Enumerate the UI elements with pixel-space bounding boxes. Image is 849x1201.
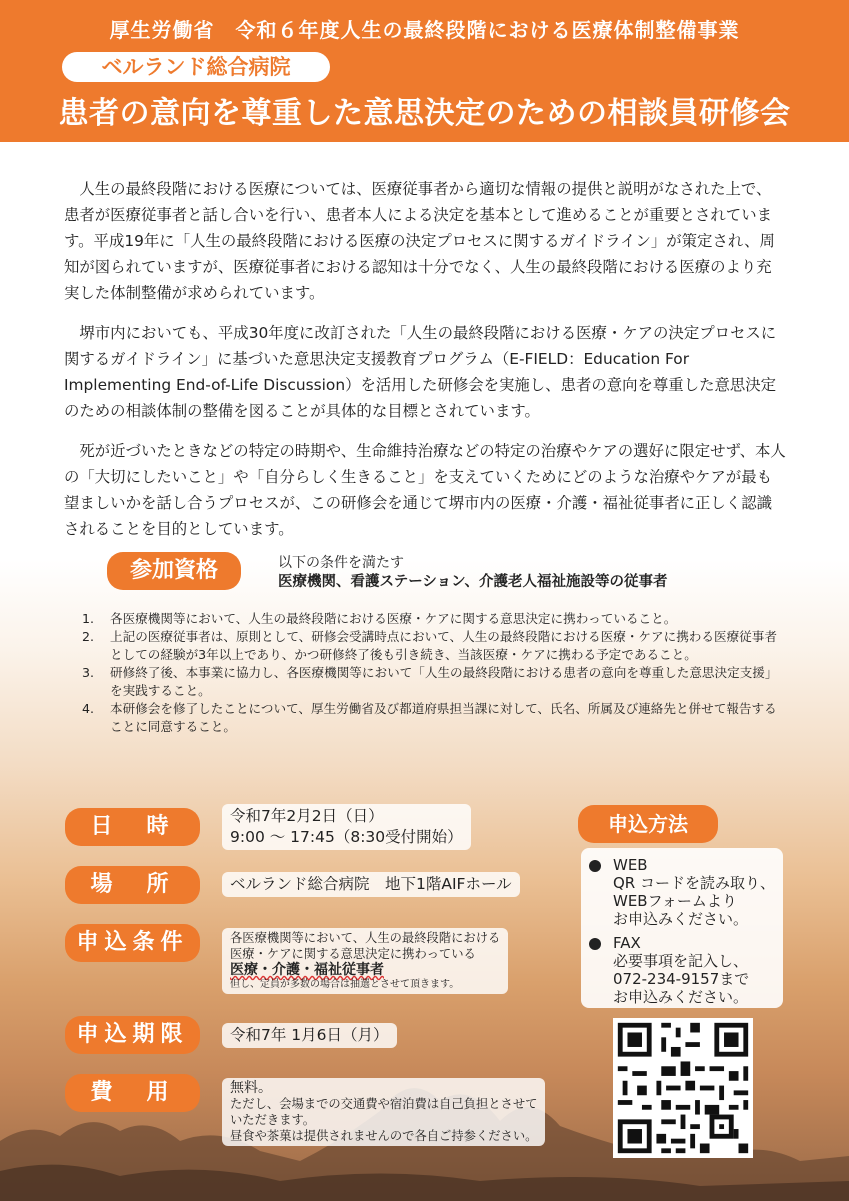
web-line: QR コードを読み取り、 <box>613 874 775 892</box>
fee-line: 無料。 <box>230 1080 272 1096</box>
deadline-value: 令和7年 1月6日（月） <box>222 1023 397 1048</box>
conditions-line: 医療・ケアに関する意思決定に携わっている <box>230 947 476 961</box>
hospital-badge: ベルランド総合病院 <box>62 52 330 82</box>
intro-paragraph: 堺市内においても、平成30年度に改訂された「人生の最終段階における医療・ケアの決定プロセスに関するガイドライン」に基づいた意思決定支援教育プログラム（E-FIELD：Education For Implementing End-of-Life Discussion）を活用した研修会を実施し、患者の意向を尊重した意思決定のための相談体制の整備を図ることが具体的な目標とされています。 <box>64 324 777 420</box>
condition-list <box>82 610 782 736</box>
qr-code-icon[interactable] <box>613 1018 753 1158</box>
qualification-line1: 以下の条件を満たす <box>278 555 404 571</box>
deadline-label: 申込期限 <box>65 1016 200 1054</box>
intro-text <box>64 176 786 556</box>
time-line: 9:00 ～ 17:45（8:30受付開始） <box>230 828 463 846</box>
place-value: ベルランド総合病院 地下1階AIFホール <box>222 872 520 897</box>
date-line: 令和7年2月2日（日） <box>230 807 384 825</box>
condition-item <box>82 610 782 628</box>
condition-item <box>82 664 782 700</box>
condition-number: 2. <box>82 629 95 644</box>
condition-text: 本研修会を修了したことについて、厚生労働省及び都道府県担当課に対して、氏名、所属及び連絡先と併せて報告することに同意すること。 <box>110 701 777 734</box>
condition-text: 上記の医療従事者は、原則として、研修会受講時点において、人生の最終段階における医療・ケアに携わる医療従事者としての経験が3年以上であり、かつ研修終了後も引き続き、当該医療・ケアに携わる予定であること。 <box>110 629 777 662</box>
apply-method-box <box>581 848 783 1008</box>
conditions-line: 各医療機関等において、人生の最終段階における <box>230 931 501 945</box>
bullet-icon <box>589 860 601 872</box>
fee-line: ただし、会場までの交通費や宿泊費は自己負担とさせて <box>230 1097 538 1111</box>
condition-text: 各医療機関等において、人生の最終段階における医療・ケアに関する意思決定に携わっていること。 <box>110 611 677 626</box>
condition-number: 3. <box>82 665 95 680</box>
web-line: お申込みください。 <box>613 910 749 928</box>
bullet-icon <box>589 938 601 950</box>
web-apply <box>589 856 775 928</box>
web-line: WEBフォームより <box>613 892 737 910</box>
conditions-note: 但し、定員が多数の場合は抽選とさせて頂きます。 <box>230 979 460 990</box>
fee-label: 費 用 <box>65 1074 200 1112</box>
condition-number: 1. <box>82 611 95 626</box>
fax-apply <box>589 934 749 1006</box>
fee-line: 昼食や茶菓は提供されませんので各自ご持参ください。 <box>230 1129 538 1143</box>
conditions-emphasis: 医療・介護・福祉従事者 <box>230 962 384 978</box>
condition-item <box>82 628 782 664</box>
ministry-line: 厚生労働省 令和６年度人生の最終段階における医療体制整備事業 <box>109 18 740 42</box>
fax-title: FAX <box>613 934 641 952</box>
fee-value <box>222 1078 545 1146</box>
fee-line: いただきます。 <box>230 1113 316 1127</box>
web-title: WEB <box>613 856 648 874</box>
condition-item <box>82 700 782 736</box>
header-banner <box>0 0 849 142</box>
intro-paragraph: 死が近づいたときなどの特定の時期や、生命維持治療などの特定の治療やケアの選好に限定せず、本人の「大切にしたいこと」や「自分らしく生きること」を支えていくためにどのような治療やケアが最も望ましいかを話し合うプロセスが、この研修会を通じて堺市内の医療・介護・福祉従事者に正しく認識されることを目的としています。 <box>64 442 786 538</box>
place-label: 場 所 <box>65 866 200 904</box>
fax-line: お申込みください。 <box>613 988 749 1006</box>
date-label: 日 時 <box>65 808 200 846</box>
condition-text: 研修終了後、本事業に協力し、各医療機関等において「人生の最終段階における患者の意向を尊重した意思決定支援」を実践すること。 <box>110 665 778 698</box>
fax-line: 必要事項を記入し、 <box>613 952 749 970</box>
condition-number: 4. <box>82 701 95 716</box>
qualification-label: 参加資格 <box>107 552 241 590</box>
apply-method-label: 申込方法 <box>578 805 718 843</box>
conditions-value <box>222 928 508 994</box>
date-value <box>222 804 471 850</box>
qualification-line2: 医療機関、看護ステーション、介護老人福祉施設等の従事者 <box>278 574 668 590</box>
page-title: 患者の意向を尊重した意思決定のための相談員研修会 <box>58 96 791 131</box>
fax-line: 072-234-9157まで <box>613 970 750 988</box>
intro-paragraph: 人生の最終段階における医療については、医療従事者から適切な情報の提供と説明がなされた上で、患者が医療従事者と話し合いを行い、患者本人による決定を基本として進めることが重要とされています。平成19年に「人生の最終段階における医療の決定プロセスに関するガイドライン」が策定され、周知が図られていますが、医療従事者における認知は十分でなく、人生の最終段階における医療のより充実した体制整備が求められています。 <box>64 180 775 302</box>
conditions-label: 申込条件 <box>65 924 200 962</box>
